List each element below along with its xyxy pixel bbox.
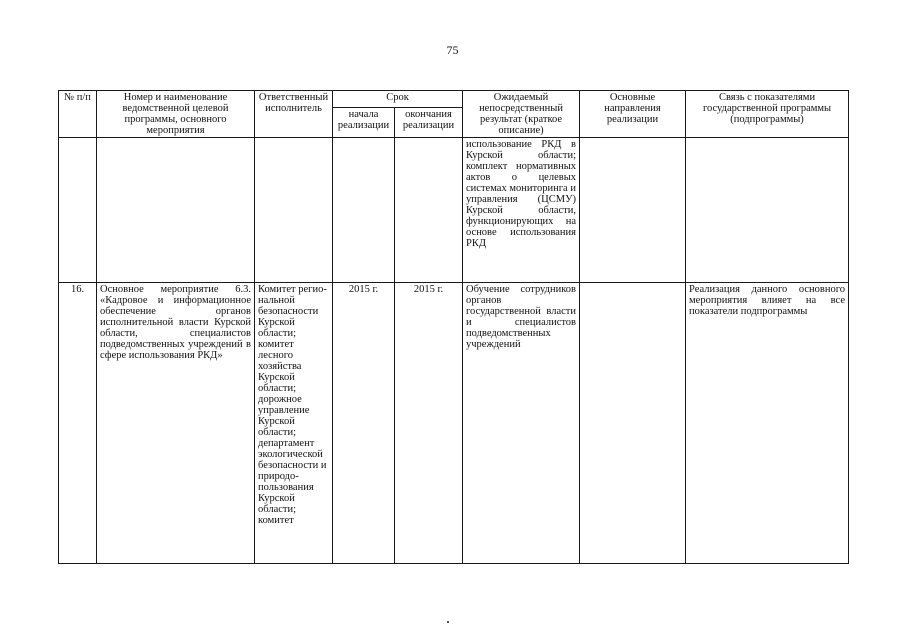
cell-name bbox=[97, 138, 255, 283]
cell-result: использование РКД в Курской области; комплект нормативных актов о целевых системах мониторинга и управления (ЦСМУ) Курской области, функционирующих на основе использования РКД bbox=[463, 138, 580, 283]
cell-start bbox=[333, 138, 395, 283]
cell-executor: Комитет региональной безопасности Курской области; комитет лесного хозяйства Курской области; дорожное управление Курской области; департамент экологической безопасности и природопользования Курской области; комитет bbox=[255, 283, 333, 564]
table-row bbox=[59, 283, 849, 564]
cell-start: 2015 г. bbox=[333, 283, 395, 564]
page-number: 75 bbox=[446, 43, 459, 57]
header-row-top bbox=[59, 91, 849, 108]
header-end: окончания реализации bbox=[395, 107, 463, 137]
cell-num bbox=[59, 138, 97, 283]
cell-end bbox=[395, 138, 463, 283]
header-start: начала реализации bbox=[333, 107, 395, 137]
table-row bbox=[59, 138, 849, 283]
header-num: № п/п bbox=[59, 91, 97, 138]
cell-name: Основное мероприятие 6.3. «Кадровое и информационное обеспечение органов исполнительной власти Курской области, специалистов подведомственных учреждений в сфере использования РКД» bbox=[97, 283, 255, 564]
header-link: Связь с показателями государственной программы (подпрограммы) bbox=[686, 91, 849, 138]
header-executor: Ответственный исполнитель bbox=[255, 91, 333, 138]
header-term: Срок bbox=[333, 91, 463, 108]
header-result: Ожидаемый непосредственный результат (краткое описание) bbox=[463, 91, 580, 138]
cell-link bbox=[686, 138, 849, 283]
cell-directions bbox=[580, 283, 686, 564]
program-table bbox=[58, 90, 849, 564]
cell-executor bbox=[255, 138, 333, 283]
scan-dot bbox=[447, 621, 449, 623]
header-directions: Основные направления реализации bbox=[580, 91, 686, 138]
header-name: Номер и наименование ведомственной целевой программы, основного мероприятия bbox=[97, 91, 255, 138]
cell-end: 2015 г. bbox=[395, 283, 463, 564]
cell-link: Реализация данного основного мероприятия влияет на все показатели подпрограммы bbox=[686, 283, 849, 564]
cell-result: Обучение сотрудников органов государственной власти и специалистов подведомственных учреждений bbox=[463, 283, 580, 564]
cell-directions bbox=[580, 138, 686, 283]
cell-num: 16. bbox=[59, 283, 97, 564]
